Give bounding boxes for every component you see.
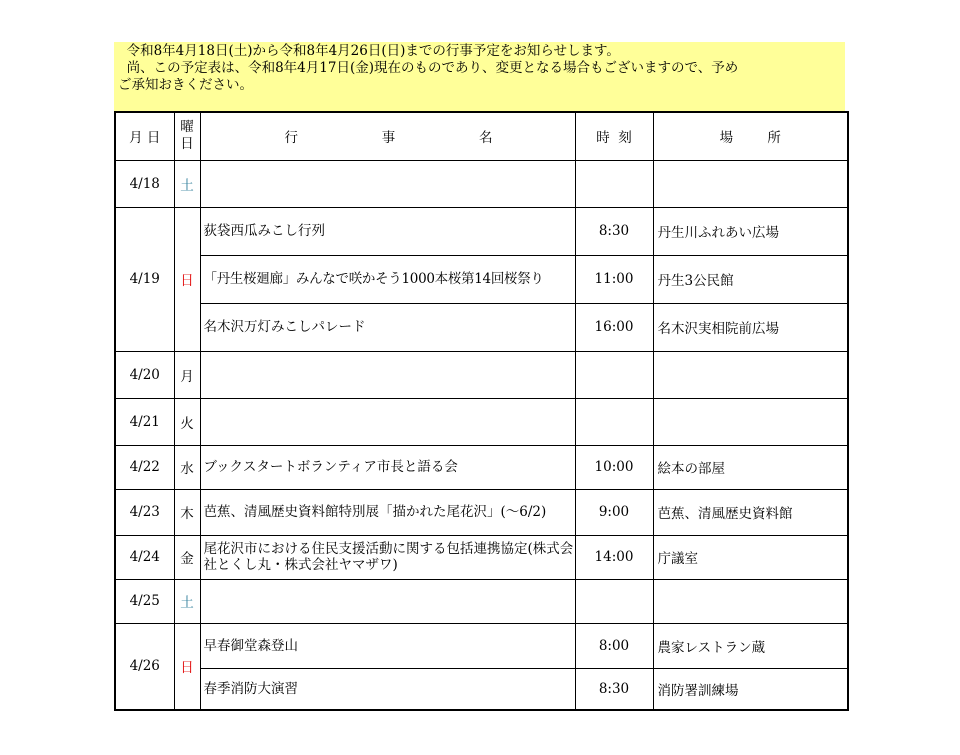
date-cell: 4/23 — [115, 489, 174, 535]
schedule-table — [114, 111, 849, 711]
place-cell: 庁議室 — [653, 535, 848, 579]
event-cell — [200, 398, 575, 445]
table-row — [115, 535, 848, 579]
time-cell: 11:00 — [575, 255, 653, 303]
date-cell: 4/20 — [115, 351, 174, 398]
table-row — [115, 398, 848, 445]
notice-line-2: 尚、この予定表は、令和8年4月17日(金)現在のものであり、変更となる場合もございますので、予め — [126, 60, 739, 76]
place-cell — [653, 351, 848, 398]
event-cell: 芭蕉、清風歴史資料館特別展「描かれた尾花沢」(～6/2) — [200, 489, 575, 535]
header-dow: 曜 日 — [174, 112, 200, 160]
time-cell: 8:00 — [575, 623, 653, 668]
event-cell: 荻袋西瓜みこし行列 — [200, 207, 575, 255]
event-cell: 「丹生桜廻廊」みんなで咲かそう1000本桜第14回桜祭り — [200, 255, 575, 303]
date-cell: 4/18 — [115, 160, 174, 207]
time-cell: 14:00 — [575, 535, 653, 579]
place-cell — [653, 160, 848, 207]
weekday-cell: 土 — [174, 579, 200, 623]
weekday-cell: 火 — [174, 398, 200, 445]
time-cell: 10:00 — [575, 445, 653, 489]
event-cell: 春季消防大演習 — [200, 668, 575, 710]
weekday-cell: 日 — [174, 623, 200, 710]
table-row — [115, 303, 848, 351]
table-row — [115, 207, 848, 255]
notice-box — [114, 42, 845, 111]
date-cell: 4/24 — [115, 535, 174, 579]
table-row — [115, 668, 848, 710]
header-time: 時 刻 — [575, 112, 653, 160]
place-cell: 名木沢実相院前広場 — [653, 303, 848, 351]
table-row — [115, 255, 848, 303]
table-row — [115, 351, 848, 398]
event-cell: ブックスタートボランティア市長と語る会 — [200, 445, 575, 489]
event-cell — [200, 351, 575, 398]
place-cell: 絵本の部屋 — [653, 445, 848, 489]
date-cell: 4/22 — [115, 445, 174, 489]
notice-line-3: ご承知おきください。 — [118, 77, 253, 93]
date-cell: 4/21 — [115, 398, 174, 445]
time-cell — [575, 579, 653, 623]
place-cell: 丹生3公民館 — [653, 255, 848, 303]
table-row — [115, 623, 848, 668]
weekday-cell: 木 — [174, 489, 200, 535]
time-cell: 8:30 — [575, 668, 653, 710]
table-row — [115, 160, 848, 207]
header-event-name: 行 事 名 — [200, 112, 575, 160]
event-cell: 尾花沢市における住民支援活動に関する包括連携協定(株式会社とくし丸・株式会社ヤマザワ) — [200, 535, 575, 579]
date-cell: 4/25 — [115, 579, 174, 623]
time-cell: 16:00 — [575, 303, 653, 351]
place-cell — [653, 398, 848, 445]
header-row — [115, 112, 848, 160]
weekday-cell: 日 — [174, 207, 200, 351]
weekday-cell: 土 — [174, 160, 200, 207]
time-cell — [575, 398, 653, 445]
date-cell: 4/26 — [115, 623, 174, 710]
weekday-cell: 月 — [174, 351, 200, 398]
time-cell — [575, 351, 653, 398]
time-cell — [575, 160, 653, 207]
place-cell: 農家レストラン蔵 — [653, 623, 848, 668]
event-cell — [200, 160, 575, 207]
time-cell: 9:00 — [575, 489, 653, 535]
weekday-cell: 水 — [174, 445, 200, 489]
place-cell: 丹生川ふれあい広場 — [653, 207, 848, 255]
date-cell: 4/19 — [115, 207, 174, 351]
table-row — [115, 489, 848, 535]
time-cell: 8:30 — [575, 207, 653, 255]
header-place: 場 所 — [653, 112, 848, 160]
place-cell: 消防署訓練場 — [653, 668, 848, 710]
notice-line-1: 令和8年4月18日(土)から令和8年4月26日(日)までの行事予定をお知らせします。 — [126, 43, 620, 59]
place-cell — [653, 579, 848, 623]
weekday-cell: 金 — [174, 535, 200, 579]
event-cell: 名木沢万灯みこしパレード — [200, 303, 575, 351]
table-row — [115, 445, 848, 489]
header-date: 月 日 — [115, 112, 174, 160]
table-row — [115, 579, 848, 623]
event-cell — [200, 579, 575, 623]
place-cell: 芭蕉、清風歴史資料館 — [653, 489, 848, 535]
event-cell: 早春御堂森登山 — [200, 623, 575, 668]
